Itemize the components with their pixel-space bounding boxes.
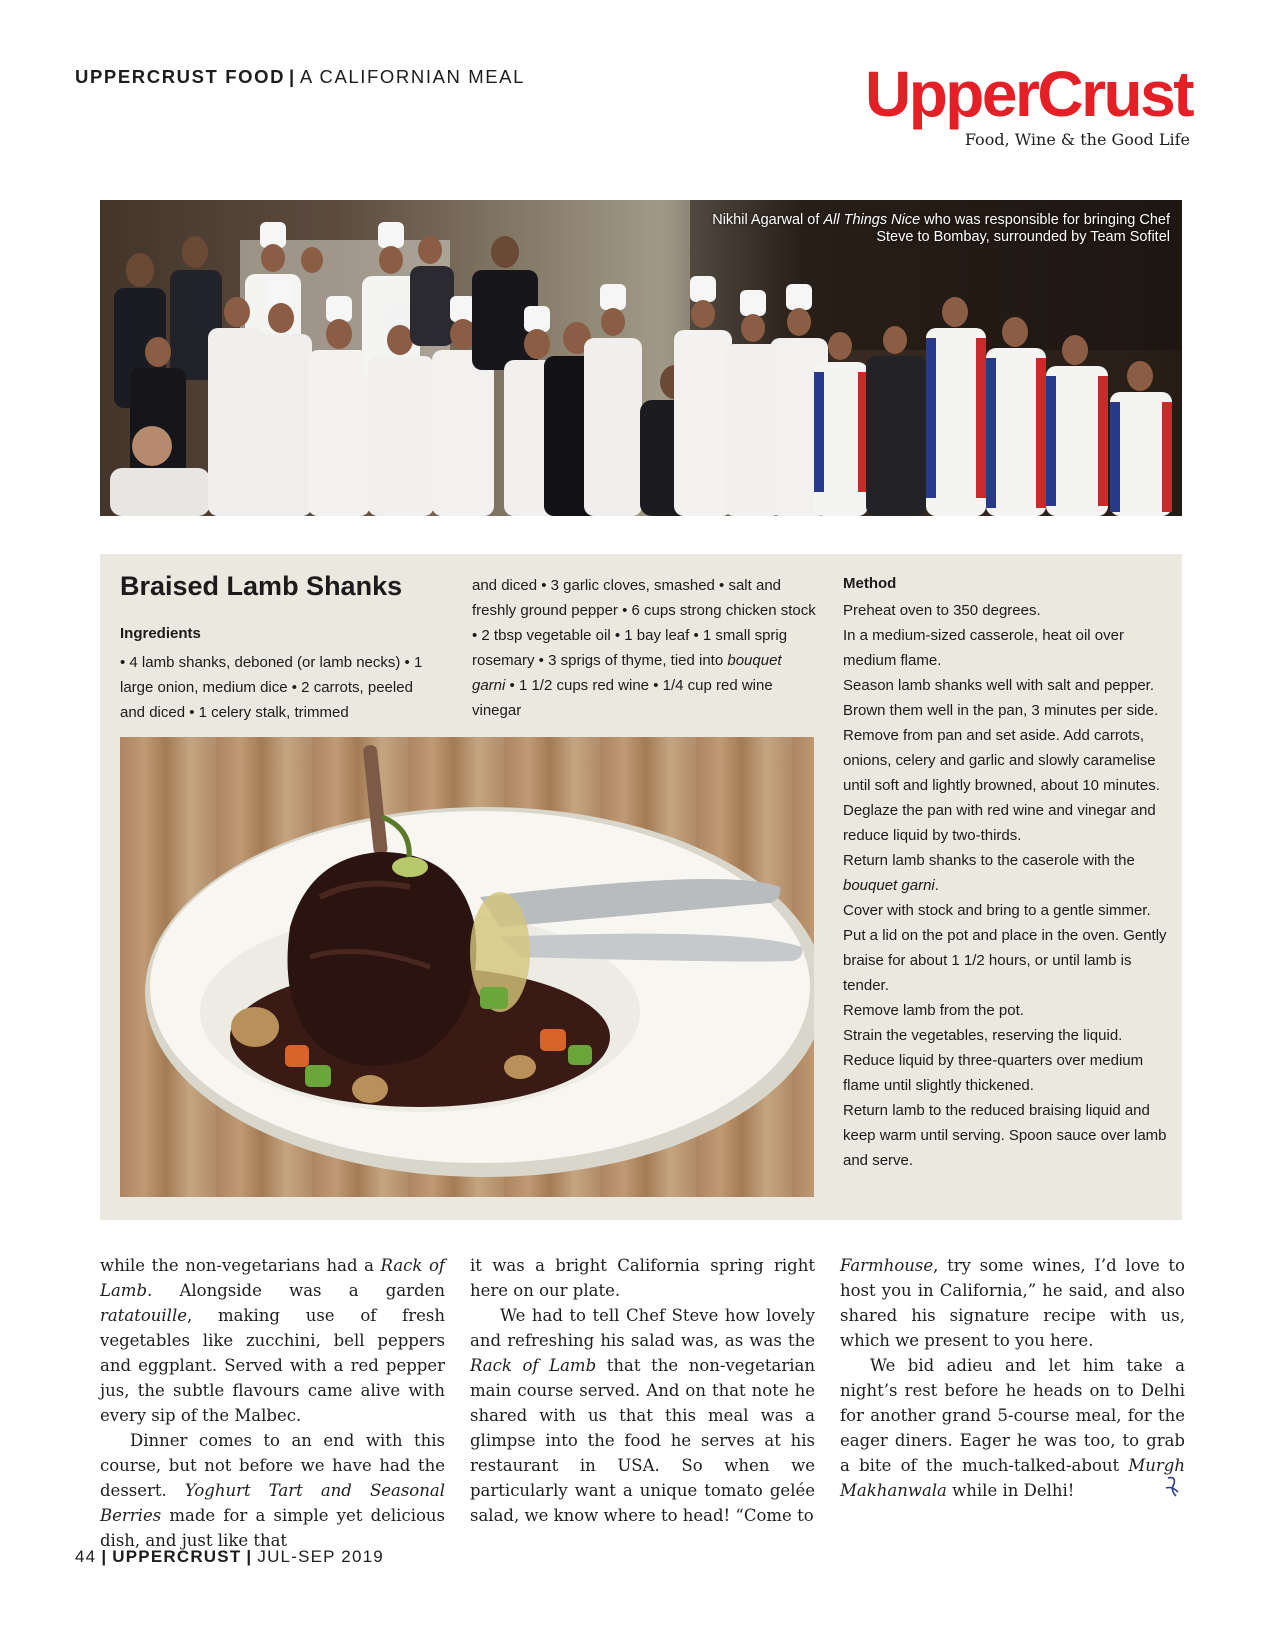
text-run-italic: Rack of Lamb bbox=[470, 1356, 597, 1375]
article-paragraph bbox=[470, 1303, 815, 1528]
ingredients-list-part2 bbox=[472, 573, 817, 723]
section-name: UPPERCRUST FOOD bbox=[75, 66, 286, 87]
section-separator: | bbox=[289, 66, 296, 87]
text-run: while the non-vegetarians had a bbox=[100, 1256, 381, 1275]
article-paragraph bbox=[100, 1253, 445, 1428]
page-footer bbox=[75, 1547, 384, 1567]
group-photo bbox=[100, 200, 1182, 516]
ingredients-list-part1: • 4 lamb shanks, deboned (or lamb necks) • 1 large onion, medium dice • 2 carrots, peeled and diced • 1 celery stalk, trimmed bbox=[120, 654, 423, 721]
footer-separator: | bbox=[246, 1547, 253, 1566]
text-run: We bid adieu and let him take a night’s rest before he heads on to Delhi for another grand 5-course meal, for the eager diners. Eager he was too, to grab a bite of the much-talked-about bbox=[840, 1356, 1185, 1475]
text-run: , making use of fresh vegetables like zucchini, bell peppers and eggplant. Served with a red pepper jus, the subtle flavours came alive with every sip of the Malbec. bbox=[100, 1306, 445, 1425]
article-paragraph bbox=[100, 1428, 445, 1553]
photo-caption-italic: All Things Nice bbox=[823, 212, 921, 228]
footer-issue: JUL-SEP 2019 bbox=[257, 1547, 384, 1566]
text-run: while in Delhi! bbox=[946, 1481, 1075, 1500]
text-run: , try some wines, I’d love to host you in California,” he said, and also shared his signature recipe with us, which we present to you here. bbox=[840, 1256, 1185, 1350]
ingredients-part2-italic: bouquet garni bbox=[472, 652, 782, 694]
method-step: Strain the vegetables, reserving the liquid. bbox=[843, 1027, 1123, 1044]
text-run-italic: Murgh Makhanwala bbox=[840, 1456, 1185, 1500]
method-step5-b: . bbox=[934, 877, 939, 894]
brand-logo: UpperCrust bbox=[864, 58, 1192, 130]
method-step: Season lamb shanks well with salt and pepper. Brown them well in the pan, 3 minutes per side. Remove from pan and set aside. Add carrots, onions, celery and garlic and slowly caramelise until soft and lightly browned, about 10 minutes. bbox=[843, 677, 1160, 794]
section-label bbox=[75, 66, 525, 88]
method-step: Remove lamb from the pot. bbox=[843, 1002, 1024, 1019]
method-step: Return lamb to the reduced braising liquid and keep warm until serving. Spoon sauce over lamb and serve. bbox=[843, 1102, 1167, 1169]
ingredients-heading: Ingredients bbox=[120, 625, 201, 642]
dish-photo bbox=[120, 737, 814, 1197]
article-paragraph bbox=[840, 1353, 1185, 1503]
photo-caption-post: who was responsible for bringing Chef Steve to Bombay, surrounded by Team Sofitel bbox=[876, 212, 1170, 245]
text-run-italic: Yoghurt Tart and Seasonal Berries bbox=[100, 1481, 445, 1525]
text-run: that the non-vegetarian main course served. And on that note he shared with us that this meal was a glimpse into the food he serves at his restaurant in USA. So when we particularly want a unique tomato gelée salad, we know where to head! “Come to bbox=[470, 1356, 815, 1525]
recipe-title: Braised Lamb Shanks bbox=[120, 571, 403, 601]
article-end-mark-icon bbox=[1162, 1474, 1184, 1500]
method-step: Preheat oven to 350 degrees. bbox=[843, 602, 1041, 619]
method-heading: Method bbox=[843, 575, 897, 592]
group-photo-illustration bbox=[100, 200, 1182, 516]
ingredients-part2-b: • 1 1/2 cups red wine • 1/4 cup red wine vinegar bbox=[472, 677, 773, 719]
text-run: We had to tell Chef Steve how lovely and refreshing his salad was, as was the bbox=[470, 1306, 815, 1350]
ingredients-part2-a: and diced • 3 garlic cloves, smashed • salt and freshly ground pepper • 6 cups strong chicken stock • 2 tbsp vegetable oil • 1 bay leaf • 1 small sprig rosemary • 3 sprigs of thyme, tied into bbox=[472, 577, 816, 669]
method-step5-a: Return lamb shanks to the caserole with the bbox=[843, 852, 1135, 869]
photo-caption-pre: Nikhil Agarwal of bbox=[712, 212, 824, 228]
article-paragraph bbox=[840, 1253, 1185, 1353]
footer-publication: UPPERCRUST bbox=[112, 1547, 242, 1566]
method-step: Cover with stock and bring to a gentle simmer. Put a lid on the pot and place in the oven. Gently braise for about 1 1/2 hours, or until lamb is tender. bbox=[843, 902, 1167, 994]
page-number: 44 bbox=[75, 1547, 97, 1566]
text-run-italic: ratatouille bbox=[100, 1306, 187, 1325]
article-paragraph: it was a bright California spring right here on our plate. bbox=[470, 1256, 815, 1300]
method-step: In a medium-sized casserole, heat oil over medium flame. bbox=[843, 627, 1124, 669]
brand-tagline: Food, Wine & the Good Life bbox=[964, 130, 1190, 149]
method-steps bbox=[843, 598, 1173, 1173]
dish-illustration bbox=[120, 737, 814, 1197]
text-run-italic: Rack of Lamb bbox=[100, 1256, 445, 1300]
footer-separator: | bbox=[101, 1547, 108, 1566]
article-column-2 bbox=[470, 1253, 815, 1528]
method-step: Reduce liquid by three-quarters over medium flame until slightly thickened. bbox=[843, 1052, 1144, 1094]
article-column-1 bbox=[100, 1253, 445, 1553]
text-run: . Alongside was a garden bbox=[147, 1281, 445, 1300]
article-column-3 bbox=[840, 1253, 1185, 1503]
text-run: Dinner comes to an end with this course, but not before we have had the dessert. bbox=[100, 1431, 445, 1500]
text-run: made for a simple yet delicious dish, and just like that bbox=[100, 1506, 445, 1550]
photo-caption bbox=[710, 212, 1170, 246]
section-subtitle: A CALIFORNIAN MEAL bbox=[299, 66, 525, 87]
text-run-italic: Farmhouse bbox=[840, 1256, 934, 1275]
method-step bbox=[843, 848, 1173, 898]
method-step: Deglaze the pan with red wine and vinegar and reduce liquid by two-thirds. bbox=[843, 802, 1156, 844]
method-step5-italic: bouquet garni bbox=[843, 877, 935, 894]
